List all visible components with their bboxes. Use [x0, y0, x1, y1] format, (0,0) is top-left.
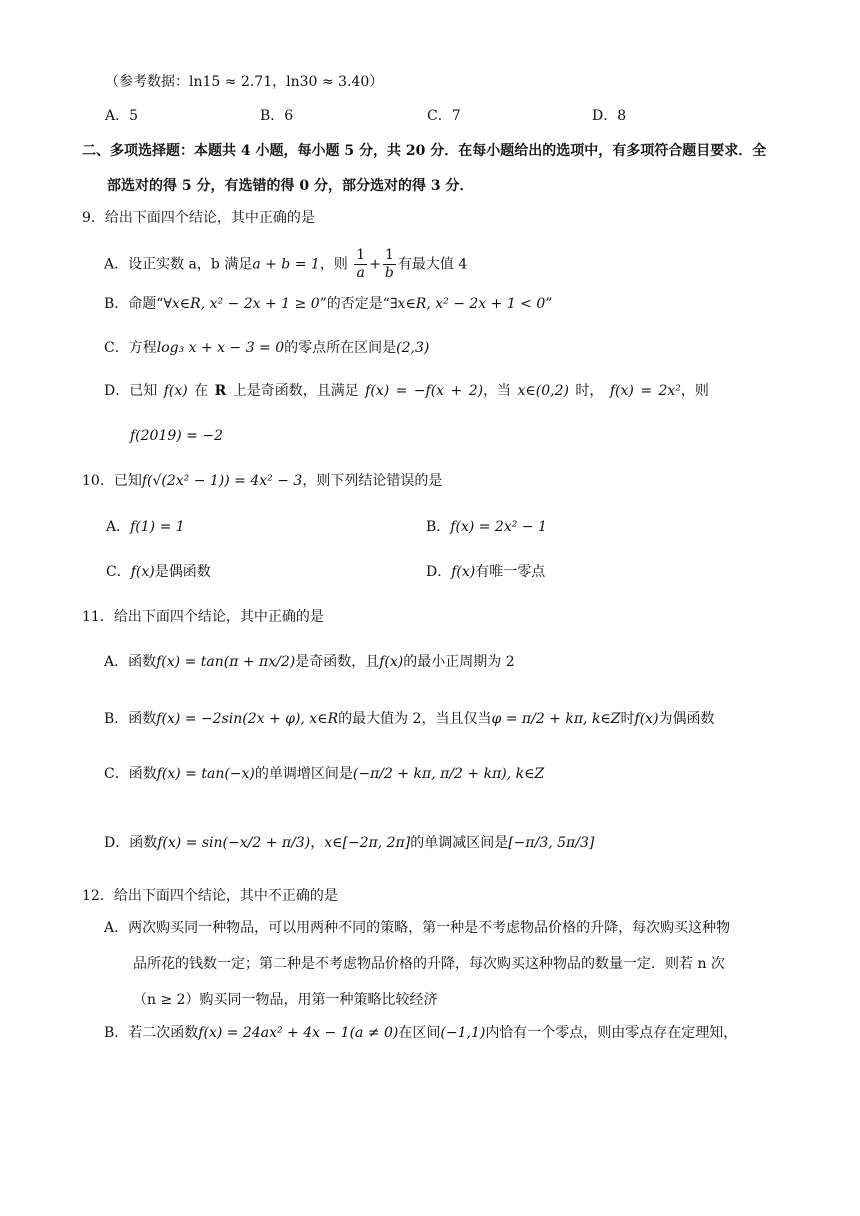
q11-b-fx: f(x) — [634, 711, 659, 727]
q10-c-eq: f(x) — [130, 564, 155, 580]
q10-a-label: A． — [106, 519, 131, 535]
q8-option-c: C．7 — [427, 108, 461, 124]
q9-a-frac2: $\frac{1}{b}$ — [384, 247, 394, 281]
q11-option-a — [104, 652, 515, 672]
q11-b-pre: B．函数 — [104, 711, 157, 727]
ref-ln15: ln15 ≈ 2.71 — [189, 74, 273, 90]
q8-option-b: B．6 — [260, 108, 294, 124]
q10-option-d — [426, 562, 545, 582]
q9-d-t4: 时， — [575, 383, 604, 399]
ref-close: ） — [369, 74, 384, 90]
q11-d-eq: f(x) = sin(−x/2 + π/3) — [157, 835, 311, 851]
ref-open: （参考数据： — [105, 74, 189, 90]
q9-c-eq: log₃ x + x − 3 = 0 — [156, 340, 285, 356]
q10-d-label: D． — [426, 564, 452, 580]
q10-option-c — [106, 562, 211, 582]
q12-b-pre: B．若二次函数 — [104, 1025, 199, 1041]
q9-d-def: f(x) = 2x² — [609, 383, 681, 399]
q10-c-label: C． — [106, 564, 131, 580]
section2-heading-line2: 部选对的得 5 分，有选错的得 0 分，部分选对的得 3 分． — [107, 178, 474, 194]
q12-b-post: 内恰有一个零点，则由零点存在定理知， — [485, 1025, 738, 1041]
q10-b-eq: f(x) = 2x² − 1 — [450, 519, 547, 535]
q12-stem: 12．给出下面四个结论，其中不正确的是 — [82, 888, 338, 904]
q9-b-mid: ”的否定是“ — [319, 296, 390, 312]
q9-a-post: 有最大值 4 — [397, 256, 468, 273]
q12-a-line2: 品所花的钱数一定；第二种是不考虑物品价格的升降，每次购买这种物品的数量一定．则若 n 次 — [133, 956, 725, 972]
q11-b-eq: f(x) = −2sin(2x + φ), x∈R — [156, 711, 339, 727]
q9-option-b — [104, 294, 552, 314]
q11-option-c — [104, 764, 544, 784]
q12-option-b — [104, 1023, 737, 1043]
q9-a-frac1: $\frac{1}{a}$ — [356, 247, 366, 281]
q9-c-mid: 的零点所在区间是 — [284, 340, 397, 356]
q9-d-pre: D．已知 — [104, 383, 158, 399]
q9-a-mid: ，则 — [319, 256, 348, 273]
q11-c-eq: f(x) = tan(−x) — [156, 766, 255, 782]
ref-ln30: ln30 ≈ 3.40 — [286, 74, 370, 90]
q11-option-d — [104, 833, 594, 853]
q10-a-eq: f(1) = 1 — [130, 519, 185, 535]
q9-option-c — [104, 338, 429, 358]
q9-b-prop2: ∃x∈R, x² − 2x + 1 < 0 — [389, 296, 546, 312]
q10-c-post: 是偶函数 — [154, 564, 211, 580]
q11-a-pre: A．函数 — [104, 654, 157, 670]
q10-option-b — [426, 517, 547, 537]
q12-b-eq: f(x) = 24ax² + 4x − 1(a ≠ 0) — [198, 1025, 399, 1041]
q9-d-R: R — [214, 383, 227, 399]
q9-option-a: A．设正实数 a，b 满足a + b = 1，则 $\frac{1}{a}$ + $\frac{1}{b}$ 有最大值 4 — [104, 247, 468, 281]
q11-b-cond: φ = π/2 + kπ, k∈Z — [491, 711, 621, 727]
q11-d-domain: x∈[−2π, 2π] — [324, 835, 411, 851]
q12-a-line1: A．两次购买同一种物品，可以用两种不同的策略，第一种是不考虑物品价格的升降，每次购买这种物 — [104, 920, 731, 936]
q9-d-t5: ，则 — [680, 383, 709, 399]
q11-c-mid: 的单调增区间是 — [254, 766, 353, 782]
section2-heading-line1: 二、多项选择题：本题共 4 小题，每小题 5 分，共 20 分．在每小题给出的选项中，有多项符合题目要求．全 — [82, 143, 767, 159]
q11-c-interval: (−π/2 + kπ, π/2 + kπ), k∈Z — [352, 766, 545, 782]
reference-data — [105, 72, 383, 92]
q10-stem-post: ，则下列结论错误的是 — [302, 473, 443, 489]
q12-a-line3: （n ≥ 2）购买同一物品，用第一种策略比较经济 — [133, 992, 438, 1008]
q10-stem-pre: 10．已知 — [82, 473, 142, 489]
q12-b-interval: (−1,1) — [440, 1025, 486, 1041]
q11-a-eq: f(x) = tan(π + πx/2) — [156, 654, 296, 670]
ref-sep: ， — [272, 74, 287, 90]
q9-stem: 9．给出下面四个结论，其中正确的是 — [82, 210, 315, 226]
q10-option-a — [106, 517, 185, 537]
q8-option-a: A．5 — [105, 108, 139, 124]
q9-d-cond: x∈(0,2) — [517, 383, 569, 399]
q9-b-prop1: ∀x∈R, x² − 2x + 1 ≥ 0 — [163, 296, 320, 312]
q9-c-interval: (2,3) — [396, 340, 430, 356]
q11-option-b — [104, 709, 715, 729]
q10-d-post: 有唯一零点 — [475, 564, 546, 580]
q8-option-d: D．8 — [592, 108, 627, 124]
q9-a-pre: A．设正实数 a，b 满足 — [104, 256, 253, 273]
q11-a-post: 的最小正周期为 2 — [403, 654, 515, 670]
q9-d-fx: f(x) — [163, 383, 188, 399]
q11-d-mid: 的单调减区间是 — [410, 835, 509, 851]
q10-b-label: B． — [426, 519, 451, 535]
q11-b-t: 时 — [620, 711, 635, 727]
q11-stem: 11．给出下面四个结论，其中正确的是 — [82, 609, 324, 625]
q9-d-t2: 上是奇函数，且满足 — [232, 383, 359, 399]
q10-stem — [82, 471, 442, 491]
q9-d-line2: f(2019) = −2 — [130, 428, 224, 444]
q9-b-pre: B．命题“ — [104, 296, 164, 312]
q11-a-fx: f(x) — [379, 654, 404, 670]
q11-d-t: ， — [310, 835, 325, 851]
q9-d-t3: ，当 — [483, 383, 512, 399]
q9-a-eq: a + b = 1 — [252, 256, 320, 273]
q10-stem-eq: f(√(2x² − 1)) = 4x² − 3 — [141, 473, 303, 489]
q11-a-mid: 是奇函数，且 — [295, 654, 380, 670]
q10-d-eq: f(x) — [451, 564, 476, 580]
q11-d-interval: [−π/3, 5π/3] — [508, 835, 595, 851]
q11-c-pre: C．函数 — [104, 766, 157, 782]
q11-b-mid: 的最大值为 2，当且仅当 — [338, 711, 492, 727]
q9-d-t1: 在 — [194, 383, 209, 399]
q9-c-pre: C．方程 — [104, 340, 157, 356]
q9-b-post: ” — [545, 296, 553, 312]
q12-b-mid: 在区间 — [398, 1025, 441, 1041]
q11-b-post: 为偶函数 — [658, 711, 715, 727]
q11-d-pre: D．函数 — [104, 835, 158, 851]
q9-option-d — [104, 381, 709, 401]
q9-d-eq: f(x) = −f(x + 2) — [365, 383, 484, 399]
